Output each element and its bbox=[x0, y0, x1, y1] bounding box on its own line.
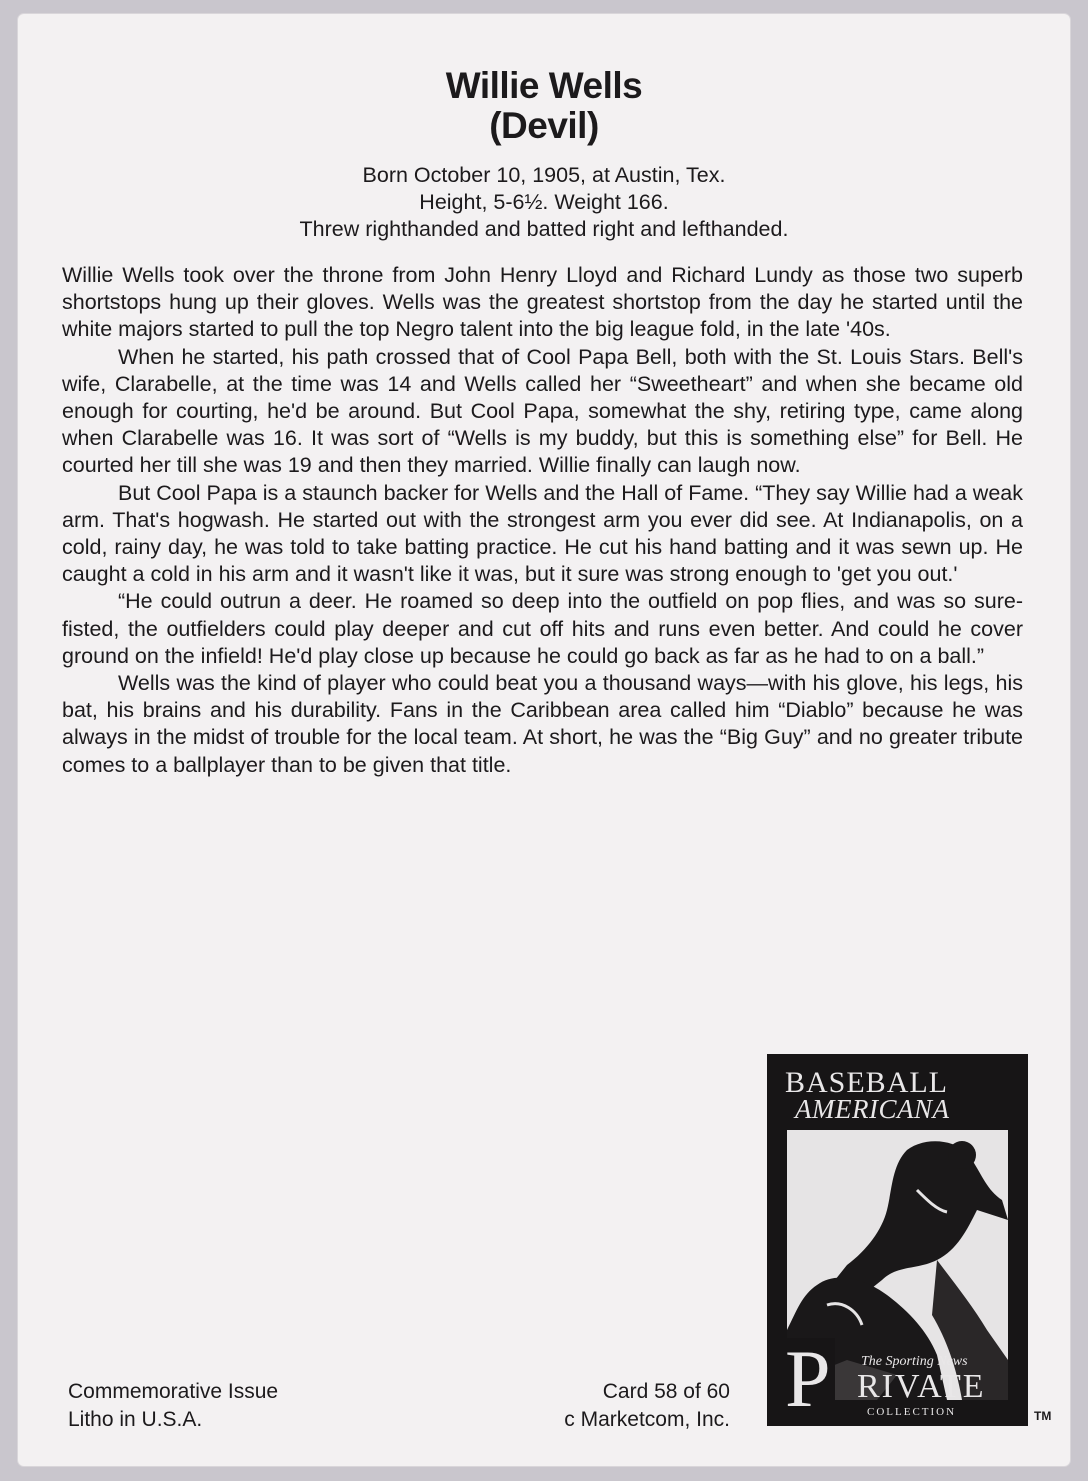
bio-paragraph: “He could outrun a deer. He roamed so deep into the outfield on pop flies, and was so sure-fisted, the outfielders could play deeper and cut off hits and runs even better. And could he cover ground on the infield! He'd play close up because he could go back as far as he had to on a ball.” bbox=[62, 589, 1023, 668]
logo-sporting-news: The Sporting News bbox=[861, 1354, 968, 1369]
copyright: c Marketcom, Inc. bbox=[564, 1408, 730, 1431]
card-number-info bbox=[500, 1378, 730, 1434]
commemorative-issue: Commemorative Issue bbox=[68, 1380, 279, 1403]
player-nickname: (Devil) bbox=[489, 105, 599, 146]
logo-big-p: P bbox=[781, 1338, 835, 1420]
logo-baseball: BASEBALL bbox=[785, 1066, 949, 1099]
logo-private: RIVATE bbox=[857, 1368, 986, 1405]
logo-americana: AMERICANA bbox=[795, 1094, 950, 1124]
bio-paragraph: Willie Wells took over the throne from John Henry Lloyd and Richard Lundy as those two superb shortstops hung up their gloves. Wells was the greatest shortstop from the day he started until the white majors started to pull the top Negro talent into the big league fold, in the late '40s. bbox=[62, 263, 1023, 342]
trademark-mark: TM bbox=[1034, 1409, 1052, 1423]
issue-info bbox=[68, 1378, 278, 1434]
height-weight: Height, 5-6½. Weight 166. bbox=[419, 190, 669, 214]
bio-paragraph: When he started, his path crossed that of Cool Papa Bell, both with the St. Louis Stars. Bell's wife, Clarabelle, at the time was 14 and Wells called her “Sweetheart” and when she became old enough for courting, he'd be around. But Cool Papa, somewhat the shy, retiring type, came along when Clarabelle was 16. It was sort of “Wells is my buddy, but this is something else” for Bell. He courted her till she was 19 and then they married. Willie finally can laugh now. bbox=[62, 344, 1023, 478]
bio-paragraph: But Cool Papa is a staunch backer for Wells and the Hall of Fame. “They say Willie had a weak arm. That's hogwash. He started out with the strongest arm you ever did see. At Indianapolis, on a cold, rainy day, he was told to take batting practice. He cut his hand batting and it was sewn up. He caught a cold in his arm and it wasn't like it was, but it sure was strong enough to 'get you out.' bbox=[62, 480, 1023, 587]
player-name: Willie Wells bbox=[445, 65, 643, 106]
bio-paragraph: Wells was the kind of player who could beat you a thousand ways—with his glove, his legs, his bat, his brains and his durability. Fans in the Caribbean area called him “Diablo” because he was always in the midst of trouble for the local team. At short, he was the “Big Guy” and no greater tribute comes to a ballplayer than to be given that title. bbox=[62, 671, 1023, 777]
logo-collection: COLLECTION bbox=[867, 1406, 957, 1418]
baseball-americana-logo bbox=[767, 1054, 1028, 1426]
biography bbox=[62, 262, 1023, 779]
card-number: Card 58 of 60 bbox=[602, 1380, 730, 1403]
litho-note: Litho in U.S.A. bbox=[68, 1408, 203, 1431]
birth-info: Born October 10, 1905, at Austin, Tex. bbox=[362, 163, 726, 187]
throws-bats: Threw righthanded and batted right and lefthanded. bbox=[299, 217, 789, 241]
